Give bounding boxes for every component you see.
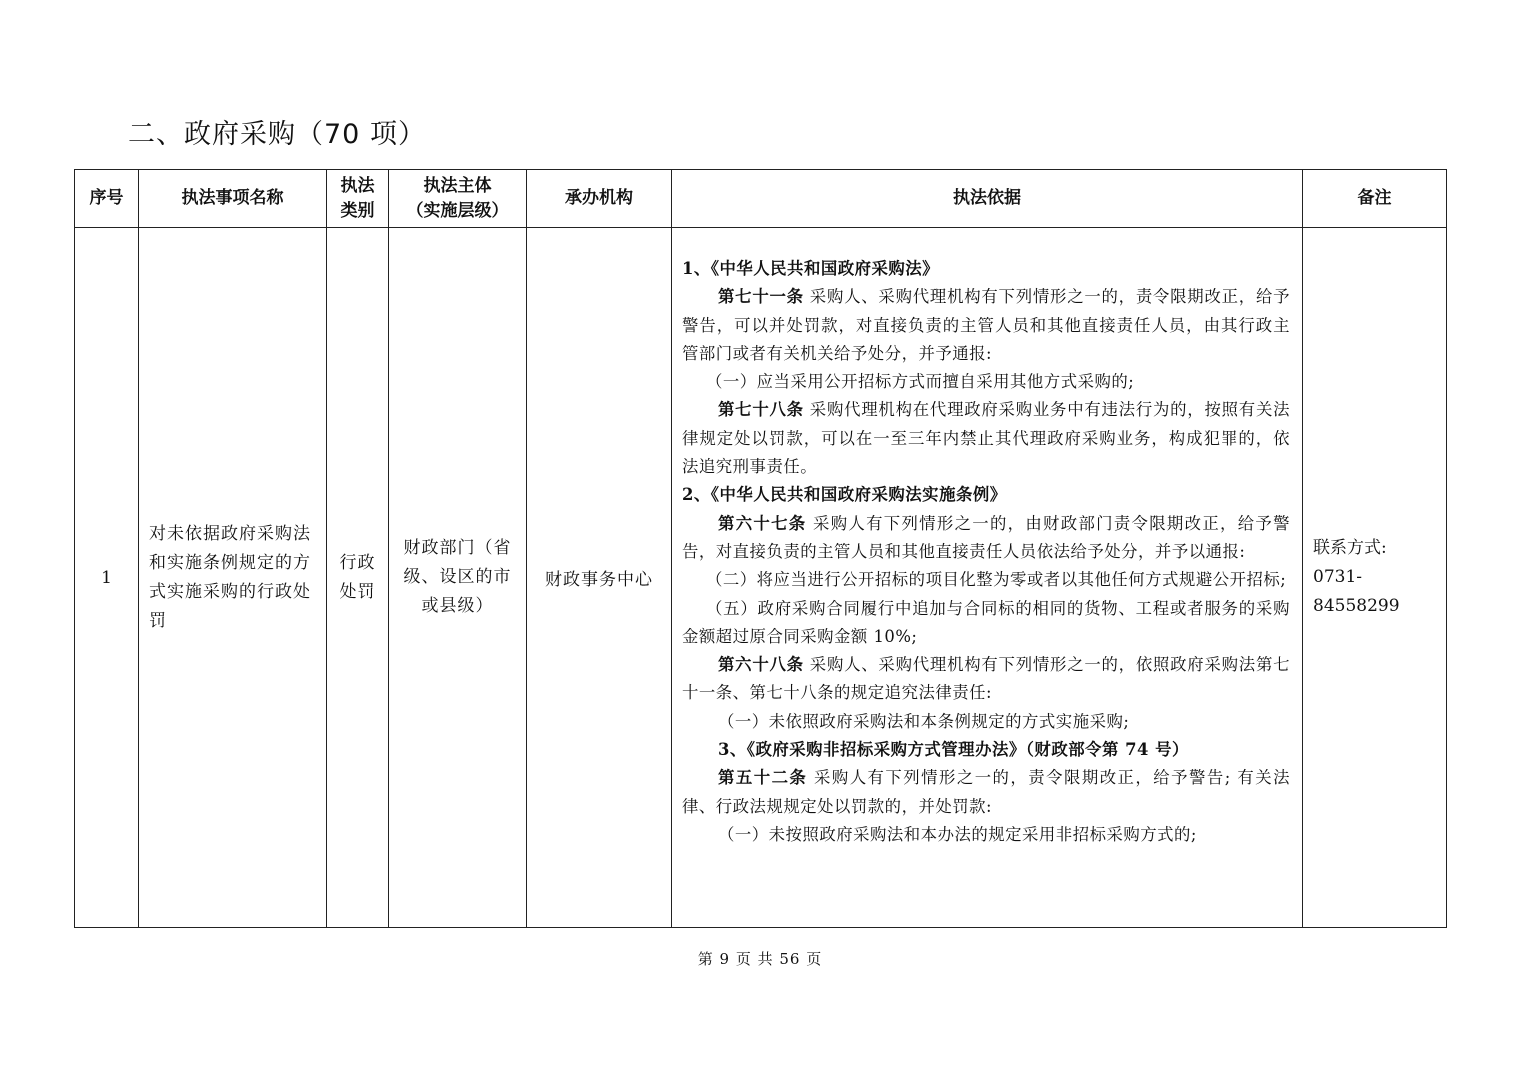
- row-type-line2: 处罚: [339, 581, 376, 602]
- law2-art67: [682, 510, 1290, 567]
- row-type: [327, 228, 389, 928]
- table-header-row: [75, 170, 1447, 228]
- law1-art71-text: 采购人、采购代理机构有下列情形之一的，责令限期改正，给予警告，可以并处罚款，对直接负责的主管人员和其他直接责任人员，由其行政主管部门或者有关机关给予处分，并予通报:: [682, 287, 1291, 363]
- row-subject: 财政部门（省级、设区的市或县级）: [389, 228, 527, 928]
- header-type-line1: 执法: [340, 175, 375, 196]
- law2-art68: [682, 651, 1290, 708]
- law2-art68-text: 采购人、采购代理机构有下列情形之一的，依照政府采购法第七十一条、第七十八条的规定追究法律责任:: [682, 655, 1291, 703]
- law1-art71-item1: （一）应当采用公开招标方式而擅自采用其他方式采购的;: [706, 372, 1135, 392]
- table-row: [75, 228, 1447, 928]
- law2-art68-item1: （一）未依照政府采购法和本条例规定的方式实施采购;: [718, 711, 1130, 731]
- law2-art67-text: 采购人有下列情形之一的，由财政部门责令限期改正，给予警告，对直接负责的主管人员和其他直接责任人员依法给予处分，并予以通报:: [682, 513, 1290, 561]
- row-note: [1303, 228, 1447, 928]
- row-org: 财政事务中心: [527, 228, 672, 928]
- law1-title: 1、《中华人民共和国政府采购法》: [682, 259, 940, 278]
- header-type: [327, 170, 389, 228]
- law2-art67-item2: （二）将应当进行公开招标的项目化整为零或者以其他任何方式规避公开招标;: [706, 570, 1287, 590]
- row-note-line2: 0731-84558299: [1313, 567, 1400, 616]
- row-basis: [672, 228, 1303, 928]
- law2-title: 2、《中华人民共和国政府采购法实施条例》: [682, 485, 1007, 505]
- row-index: 1: [75, 228, 139, 928]
- row-name: 对未依据政府采购法和实施条例规定的方式实施采购的行政处罚: [139, 228, 327, 928]
- law2-art67-item5: （五）政府采购合同履行中追加与合同标的相同的货物、工程或者服务的采购金额超过原合同采购金额 10%;: [682, 598, 1290, 646]
- header-subject: [389, 170, 527, 228]
- header-index: 序号: [75, 170, 139, 228]
- header-subject-line1: 执法主体: [423, 175, 492, 196]
- law1-art78: [682, 396, 1290, 481]
- law3-art52-item1: （一）未按照政府采购法和本办法的规定采用非招标采购方式的;: [718, 824, 1197, 844]
- header-basis: 执法依据: [672, 170, 1303, 228]
- header-note: 备注: [1303, 170, 1447, 228]
- law3-art52: [682, 764, 1290, 821]
- law2-art68-label: 第六十八条: [718, 655, 804, 675]
- enforcement-table: [74, 169, 1447, 928]
- law3-title: 3、《政府采购非招标采购方式管理办法》（财政部令第 74 号）: [718, 740, 1189, 760]
- page-footer: 第 9 页 共 56 页: [697, 950, 823, 968]
- law1-art71-label: 第七十一条: [718, 287, 804, 307]
- law1-art71: [682, 283, 1290, 368]
- law1-art78-text: 采购代理机构在代理政府采购业务中有违法行为的，按照有关法律规定处以罚款，可以在一至三年内禁止其代理政府采购业务，构成犯罪的，依法追究刑事责任。: [682, 400, 1291, 477]
- header-name: 执法事项名称: [139, 170, 327, 228]
- law2-art67-label: 第六十七条: [718, 513, 807, 533]
- header-type-line2: 类别: [340, 200, 375, 221]
- header-subject-line2: （实施层级）: [406, 200, 509, 221]
- section-heading: 二、政府采购（70 项）: [128, 119, 426, 150]
- row-note-line1: 联系方式:: [1313, 538, 1387, 558]
- law1-art78-label: 第七十八条: [718, 400, 804, 420]
- law3-art52-label: 第五十二条: [718, 768, 808, 788]
- row-type-line1: 行政: [339, 552, 376, 573]
- law3-art52-text: 采购人有下列情形之一的，责令限期改正，给予警告; 有关法律、行政法规规定处以罚款的，并处罚款:: [682, 768, 1290, 816]
- header-org: 承办机构: [527, 170, 672, 228]
